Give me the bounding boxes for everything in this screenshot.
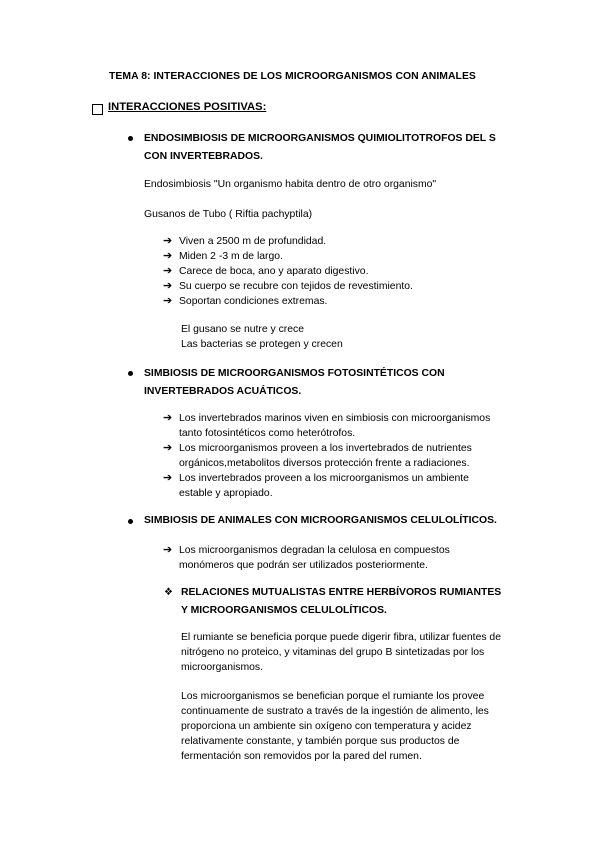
block3-heading: SIMBIOSIS DE ANIMALES CON MICROORGANISMOS CELULOLÍTICOS. — [144, 515, 497, 526]
sub-heading-line: RELACIONES MUTUALISTAS ENTRE HERBÍVOROS RUMIANTES — [181, 587, 502, 598]
para-line: El rumiante se beneficia porque puede digerir fibra, utilizar fuentes de — [181, 632, 501, 643]
para-line: microorganismos. — [181, 662, 263, 673]
para-line: fermentación son removidos por la pared del rumen. — [181, 751, 422, 762]
note-line: El gusano se nutre y crece — [181, 324, 305, 335]
block3-para2 — [181, 689, 489, 764]
list-item — [163, 441, 490, 471]
list-item — [163, 471, 490, 501]
bullet-icon — [128, 136, 133, 141]
arrow-icon: ➔ — [163, 472, 173, 484]
block2-heading-line: INVERTEBRADOS ACUÁTICOS. — [144, 385, 302, 397]
list-item — [163, 279, 413, 294]
list-item — [163, 264, 413, 279]
list-item-text: Los invertebrados proveen a los microorganismos un ambiente estable y apropiado. — [179, 473, 469, 499]
arrow-icon: ➔ — [163, 250, 173, 262]
list-item — [163, 249, 413, 264]
block1-definition: Endosimbiosis "Un organismo habita dentro de otro organismo" — [144, 179, 437, 190]
list-item — [163, 543, 450, 573]
list-item — [163, 411, 490, 441]
arrow-icon: ➔ — [163, 544, 173, 556]
arrow-icon: ➔ — [163, 265, 173, 277]
page-title: TEMA 8: INTERACCIONES DE LOS MICROORGANISMOS CON ANIMALES — [109, 71, 476, 82]
list-item-text: Su cuerpo se recubre con tejidos de revestimiento. — [179, 281, 413, 292]
arrow-icon: ➔ — [163, 295, 173, 307]
block1-heading-line: ENDOSIMBIOSIS DE MICROORGANISMOS QUIMIOLITOTROFOS DEL S — [144, 133, 496, 144]
block3-arrow-list — [163, 543, 450, 573]
list-item — [163, 294, 413, 309]
checkbox-icon[interactable] — [92, 104, 103, 115]
list-item-text: Los microorganismos proveen a los invertebrados de nutrientes orgánicos,metabolitos diversos protección frente a radiaciones. — [179, 443, 472, 469]
list-item-text: Soportan condiciones extremas. — [179, 296, 328, 307]
arrow-icon: ➔ — [163, 280, 173, 292]
block2-heading — [144, 365, 445, 400]
list-item-text: Los invertebrados marinos viven en simbiosis con microorganismos tanto fotosintéticos como heterótrofos. — [179, 413, 491, 439]
block3-para1 — [181, 630, 501, 675]
list-item — [163, 234, 413, 249]
para-line: continuamente de sustrato a través de la ingestión de alimento, les — [181, 706, 489, 717]
bullet-icon — [128, 371, 133, 376]
para-line: nitrógeno no proteico, y vitaminas del grupo B sintetizadas por los — [181, 647, 485, 658]
block2-heading-line: SIMBIOSIS DE MICROORGANISMOS FOTOSINTÉTICOS CON — [144, 368, 445, 379]
para-line: proporciona un ambiente sin oxígeno con temperatura y acidez — [181, 721, 472, 732]
section-heading: INTERACCIONES POSITIVAS: — [108, 101, 267, 113]
list-item-text: Carece de boca, ano y aparato digestivo. — [179, 266, 369, 277]
list-item-text: Los microorganismos degradan la celulosa en compuestos monómeros que podrán ser utilizados posteriormente. — [179, 545, 450, 571]
para-line: relativamente constante, y también porque sus productos de — [181, 736, 460, 747]
para-line: Los microorganismos se benefician porque el rumiante los provee — [181, 691, 485, 702]
list-item-text: Viven a 2500 m de profundidad. — [179, 236, 327, 247]
block2-arrow-list — [163, 411, 490, 501]
block1-example: Gusanos de Tubo ( Riftia pachyptila) — [144, 209, 313, 220]
arrow-icon: ➔ — [163, 412, 173, 424]
block1-note — [181, 322, 343, 352]
block1-heading-line: CON INVERTEBRADOS. — [144, 150, 263, 162]
arrow-icon: ➔ — [163, 235, 173, 247]
block1-heading — [144, 130, 496, 165]
diamond-bullet-icon: ❖ — [164, 587, 173, 598]
block1-arrow-list — [163, 234, 413, 309]
bullet-icon — [128, 519, 133, 524]
note-line: Las bacterias se protegen y crecen — [181, 339, 343, 350]
sub-heading-line: Y MICROORGANISMOS CELULOLÍTICOS. — [181, 604, 387, 616]
arrow-icon: ➔ — [163, 442, 173, 454]
block3-sub-heading — [181, 584, 501, 619]
list-item-text: Miden 2 -3 m de largo. — [179, 251, 283, 262]
